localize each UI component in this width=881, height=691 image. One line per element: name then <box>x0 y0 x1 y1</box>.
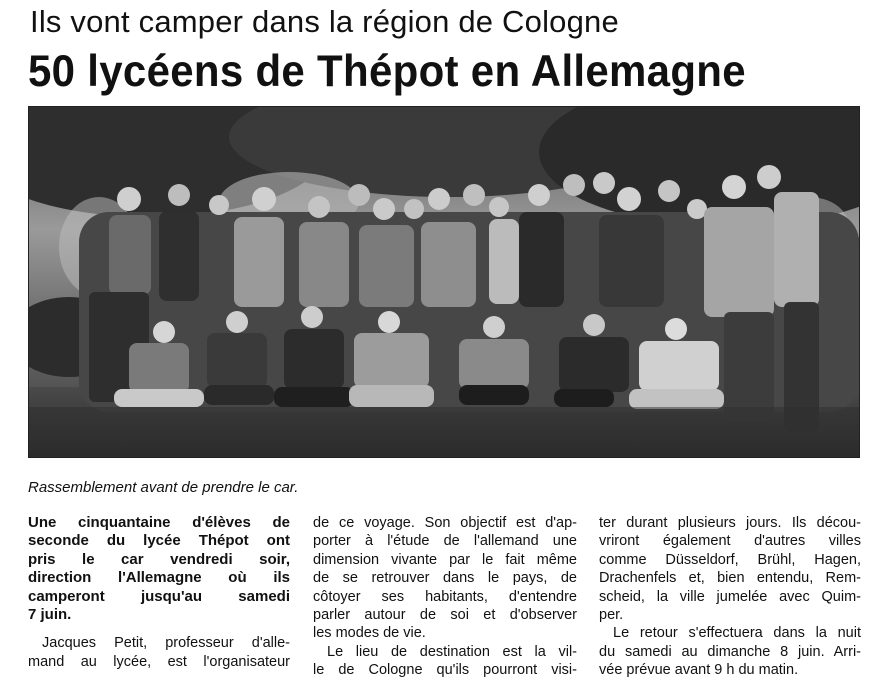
text-line: vée prévue avant 9 h du matin. <box>599 662 799 679</box>
text-line: de ce voyage. Son objectif est d'ap- <box>313 515 577 531</box>
text-line: les modes de vie. <box>313 625 426 642</box>
text-line: comme Düsseldorf, Brühl, Hagen, <box>599 551 861 568</box>
text-line: per. <box>599 606 624 623</box>
text-line: parler autour de soi et d'observer <box>313 606 577 623</box>
article-paragraph <box>313 643 577 680</box>
text-line: ter durant plusieurs jours. Ils décou- <box>599 515 861 531</box>
text-line: côtoyer ses habitants, d'entendre <box>313 588 577 605</box>
article-column-3 <box>599 514 861 680</box>
article-column-2 <box>313 514 577 680</box>
text-line: de se retrouver dans le pays, de <box>313 570 577 587</box>
text-line: du samedi au dimanche 8 juin. Arri- <box>599 643 861 660</box>
article-headline: 50 lycéens de Thépot en Allemagne <box>28 46 746 96</box>
article-paragraph <box>599 514 861 624</box>
text-line: vriront également d'autres villes <box>599 533 861 550</box>
text-line: Le retour s'effectuera dans la nuit <box>613 625 861 642</box>
text-line: scheid, la ville jumelée avec Quim- <box>599 588 861 605</box>
photo-caption: Rassemblement avant de prendre le car. <box>28 479 299 496</box>
text-line: pris le car vendredi soir, <box>28 550 290 568</box>
article-kicker: Ils vont camper dans la région de Cologne <box>30 4 619 39</box>
group-photo <box>28 106 860 458</box>
text-line: 7 juin. <box>28 605 72 623</box>
article-column-1 <box>28 514 290 671</box>
article-paragraph <box>313 514 577 643</box>
article-paragraph <box>28 634 290 671</box>
text-line: mand au lycée, est l'organisateur <box>28 653 290 670</box>
text-line: Jacques Petit, professeur d'alle- <box>42 635 290 652</box>
text-line: Une cinquantaine d'élèves de <box>28 514 290 531</box>
text-line: Drachenfels et, bien entendu, Rem- <box>599 570 861 587</box>
article-paragraph <box>599 624 861 679</box>
article-lead <box>28 514 290 624</box>
text-line: direction l'Allemagne où ils <box>28 569 290 587</box>
text-line: le de Cologne qu'ils pourront visi- <box>313 662 577 679</box>
text-line: seconde du lycée Thépot ont <box>28 532 290 550</box>
text-line: dimension vivante par le fait même <box>313 551 577 568</box>
text-line: Le lieu de destination est la vil- <box>327 643 577 660</box>
text-line: porter à l'étude de l'allemand une <box>313 533 577 550</box>
text-line: camperont jusqu'au samedi <box>28 587 290 605</box>
